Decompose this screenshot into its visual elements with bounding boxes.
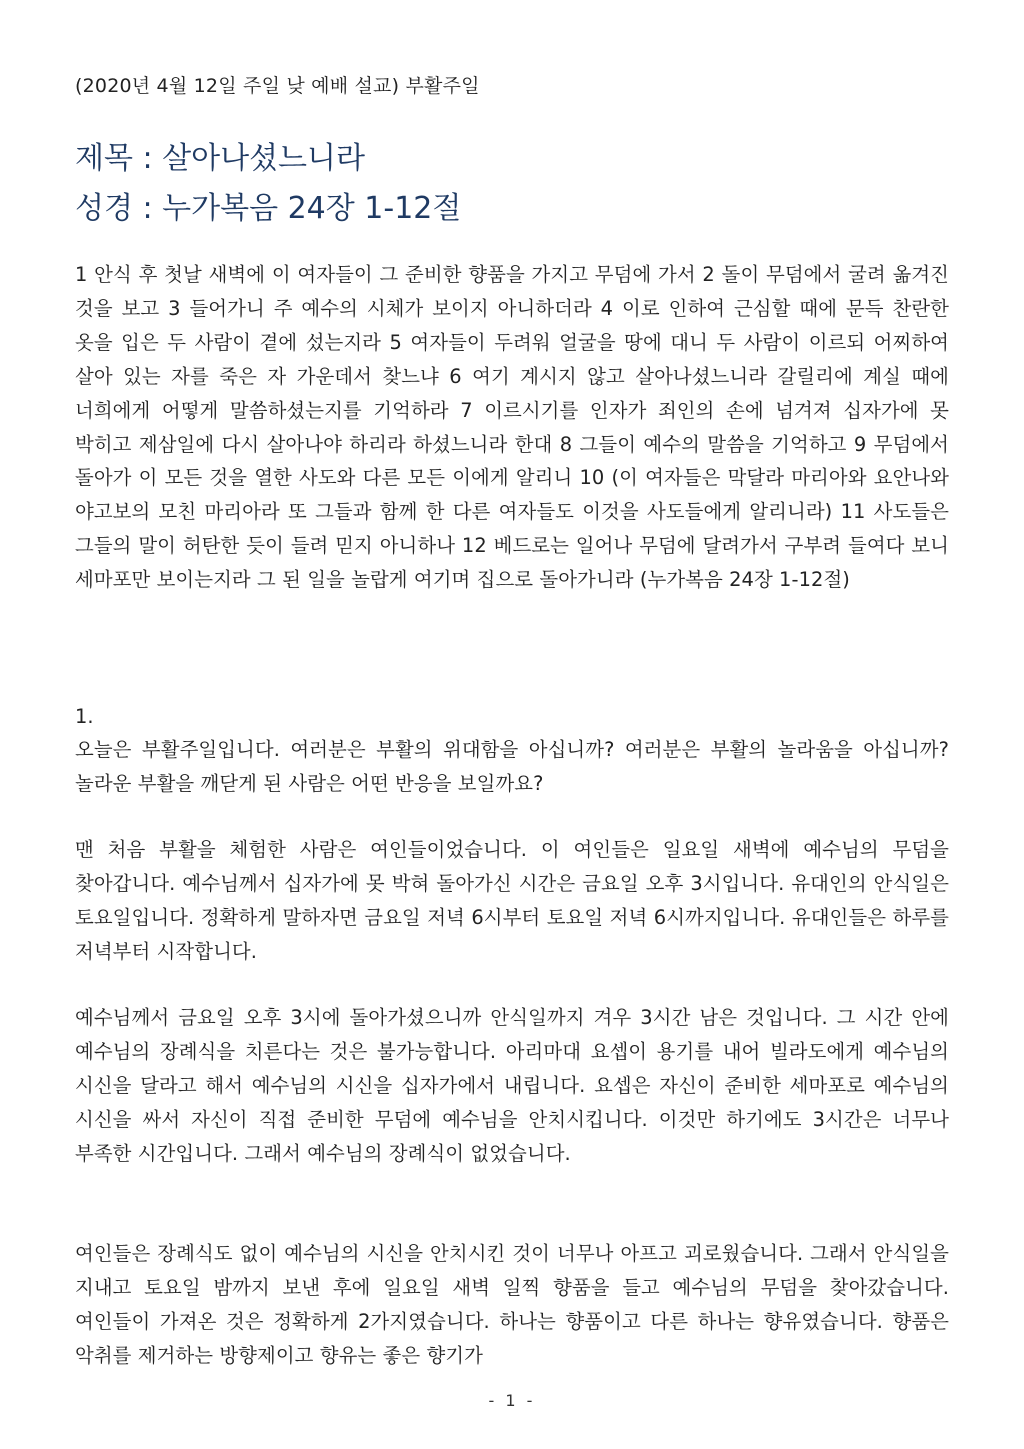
sermon-title: 제목 : 살아나셨느니라	[75, 141, 365, 176]
paragraph: 여인들은 장례식도 없이 예수님의 시신을 안치시킨 것이 너무나 아프고 괴로웠습니다. 그래서 안식일을 지내고 토요일 밤까지 보낸 후에 일요일 새벽 일찍 향품을 들고 예수님의 무덤을 찾아갔습니다. 여인들이 가져온 것은 정확하게 2가지였습니다. 하나는 향품이고 다른 하나는 향유였습니다. 향품은 악취를 제거하는 방향제이고 향유는 좋은 향기가	[75, 1242, 949, 1367]
page-number: - 1 -	[488, 1391, 536, 1410]
scripture-reference: 성경 : 누가복음 24장 1-12절	[75, 191, 462, 226]
title-block	[75, 134, 461, 234]
sermon-header: (2020년 4월 12일 주일 낮 예배 설교) 부활주일	[75, 75, 480, 97]
paragraph: 예수님께서 금요일 오후 3시에 돌아가셨으니까 안식일까지 겨우 3시간 남은 것입니다. 그 시간 안에 예수님의 장례식을 치른다는 것은 불가능합니다. 아리마대 요셉이 용기를 내어 빌라도에게 예수님의 시신을 달라고 해서 예수님의 시신을 십자가에서 내립니다. 요셉은 자신이 준비한 세마포로 예수님의 시신을 싸서 자신이 직접 준비한 무덤에 예수님을 안치시킵니다. 이것만 하기에도 3시간은 너무나 부족한 시간입니다. 그래서 예수님의 장례식이 없었습니다.	[75, 1006, 949, 1165]
scripture-passage: 1 안식 후 첫날 새벽에 이 여자들이 그 준비한 향품을 가지고 무덤에 가서 2 돌이 무덤에서 굴려 옮겨진 것을 보고 3 들어가니 주 예수의 시체가 보이지 아니하더라 4 이로 인하여 근심할 때에 문득 찬란한 옷을 입은 두 사람이 곁에 섰는지라 5 여자들이 두려워 얼굴을 땅에 대니 두 사람이 이르되 어찌하여 살아 있는 자를 죽은 자 가운데서 찾느냐 6 여기 계시지 않고 살아나셨느니라 갈릴리에 계실 때에 너희에게 어떻게 말씀하셨는지를 기억하라 7 이르시기를 인자가 죄인의 손에 넘겨져 십자가에 못 박히고 제삼일에 다시 살아나야 하리라 하셨느니라 한대 8 그들이 예수의 말씀을 기억하고 9 무덤에서 돌아가 이 모든 것을 열한 사도와 다른 모든 이에게 알리니 10 (이 여자들은 막달라 마리아와 요안나와 야고보의 모친 마리아라 또 그들과 함께 한 다른 여자들도 이것을 사도들에게 알리니라) 11 사도들은 그들의 말이 허탄한 듯이 들려 믿지 아니하나 12 베드로는 일어나 무덤에 달려가서 구부려 들여다 보니 세마포만 보이는지라 그 된 일을 놀랍게 여기며 집으로 돌아가니라 (누가복음 24장 1-12절)	[75, 263, 949, 592]
section-number: 1.	[75, 705, 94, 728]
paragraph: 오늘은 부활주일입니다. 여러분은 부활의 위대함을 아십니까? 여러분은 부활의 놀라움을 아십니까? 놀라운 부활을 깨닫게 된 사람은 어떤 반응을 보일까요?	[75, 738, 949, 795]
paragraph: 맨 처음 부활을 체험한 사람은 여인들이었습니다. 이 여인들은 일요일 새벽에 예수님의 무덤을 찾아갑니다. 예수님께서 십자가에 못 박혀 돌아가신 시간은 금요일 오후 3시입니다. 유대인의 안식일은 토요일입니다. 정확하게 말하자면 금요일 저녁 6시부터 토요일 저녁 6시까지입니다. 유대인들은 하루를 저녁부터 시작합니다.	[75, 838, 949, 963]
